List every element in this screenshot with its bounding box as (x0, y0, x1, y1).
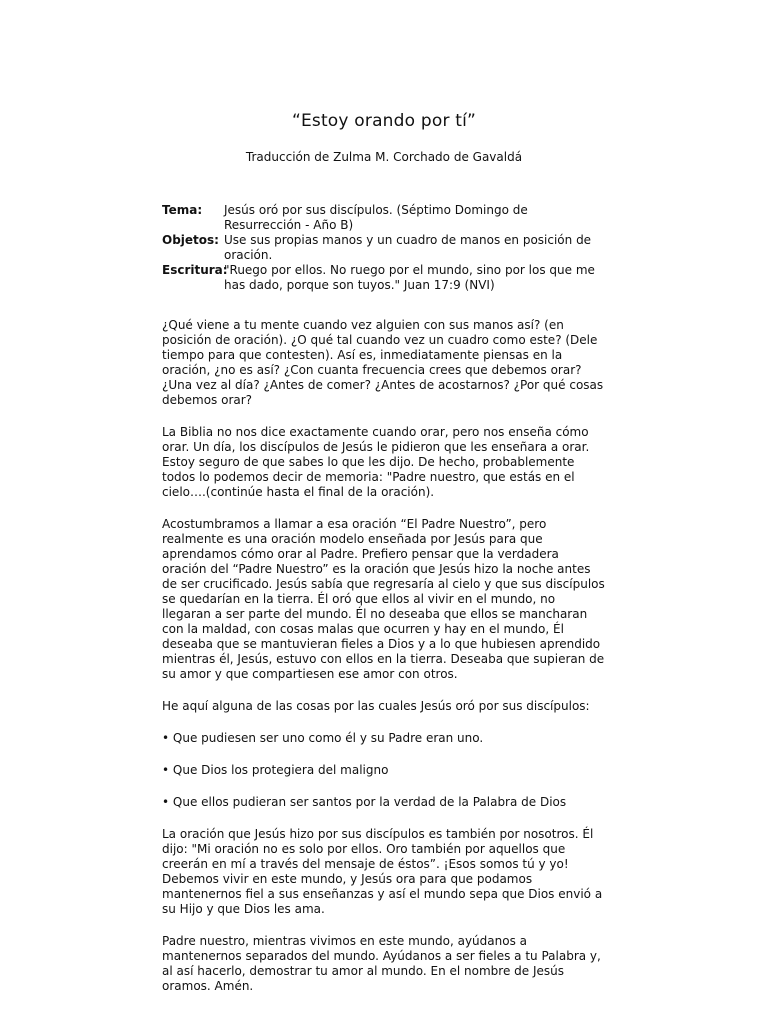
spacer (162, 746, 606, 763)
spacer (162, 293, 606, 318)
paragraph: He aquí alguna de las cosas por las cuales Jesús oró por sus discípulos: (162, 699, 590, 713)
translator-credit: Traducción de Zulma M. Corchado de Gavaldá (245, 150, 523, 164)
meta-value: Use sus propias manos y un cuadro de manos en posición de oración. (224, 233, 592, 262)
closing-prayer: Padre nuestro, mientras vivimos en este mundo, ayúdanos a mantenernos separados del mundo. Ayúdanos a ser fieles a tu Palabra y, al así hacerlo, demostrar tu amor al mundo. En el nombre de Jesús oramos. Amén. (162, 934, 601, 993)
spacer (162, 500, 606, 517)
spacer (162, 917, 606, 934)
spacer (162, 714, 606, 731)
page-title: “Estoy orando por tí” (291, 111, 477, 131)
document-body (162, 203, 606, 994)
meta-label: Escritura: (162, 263, 228, 277)
paragraph: La Biblia no nos dice exactamente cuando orar, pero nos enseña cómo orar. Un día, los discípulos de Jesús le pidieron que les enseñara a orar. Estoy seguro de que sabes lo que les dijo. De hecho, probablemente todos lo podemos decir de memoria: "Padre nuestro, que estás en el cielo….(continúe hasta el final de la oración). (162, 425, 590, 499)
bullet-item: • Que Dios los protegiera del maligno (162, 763, 389, 777)
meta-value: "Ruego por ellos. No ruego por el mundo, sino por los que me has dado, porque son tuyos." Juan 17:9 (NVI) (224, 263, 595, 292)
meta-row-objetos (162, 233, 606, 263)
meta-label: Tema: (162, 203, 203, 217)
paragraph: ¿Qué viene a tu mente cuando vez alguien con sus manos así? (en posición de oración). ¿O qué tal cuando vez un cuadro como este? (Dele tiempo para que contesten). Así es, inmediatamente piensas en la oración, ¿no es así? ¿Con cuanta frecuencia crees que debemos orar? ¿Una vez al día? ¿Antes de comer? ¿Antes de acostarnos? ¿Por qué cosas debemos orar? (162, 318, 604, 407)
spacer (162, 778, 606, 795)
meta-value: Jesús oró por sus discípulos. (Séptimo Domingo de Resurrección - Año B) (224, 203, 528, 232)
spacer (162, 408, 606, 425)
meta-row-escritura (162, 263, 606, 293)
paragraph: Acostumbramos a llamar a esa oración “El Padre Nuestro”, pero realmente es una oración modelo enseñada por Jesús para que aprendamos cómo orar al Padre. Prefiero pensar que la verdadera oración del “Padre Nuestro” es la oración que Jesús hizo la noche antes de ser crucificado. Jesús sabía que regresaría al cielo y que sus discípulos se quedarían en la tierra. Él oró que ellos al vivir en el mundo, no llegaran a ser parte del mundo. Él no deseaba que ellos se mancharan con la maldad, con cosas malas que ocurren y hay en el mundo, Él deseaba que se mantuvieran fieles a Dios y a lo que hubiesen aprendido mientras él, Jesús, estuvo con ellos en la tierra. Deseaba que supieran de su amor y que compartiesen ese amor con otros. (162, 517, 605, 681)
spacer (162, 682, 606, 699)
paragraph: La oración que Jesús hizo por sus discípulos es también por nosotros. Él dijo: "Mi oración no es solo por ellos. Oro también por aquellos que creerán en mí a través del mensaje de éstos”. ¡Esos somos tú y yo! Debemos vivir en este mundo, y Jesús ora para que podamos mantenernos fiel a sus enseñanzas y así el mundo sepa que Dios envió a su Hijo y que Dios les ama. (162, 827, 603, 916)
spacer (162, 810, 606, 827)
bullet-item: • Que ellos pudieran ser santos por la verdad de la Palabra de Dios (162, 795, 567, 809)
bullet-item: • Que pudiesen ser uno como él y su Padre eran uno. (162, 731, 484, 745)
meta-label: Objetos: (162, 233, 219, 247)
meta-row-tema (162, 203, 606, 233)
